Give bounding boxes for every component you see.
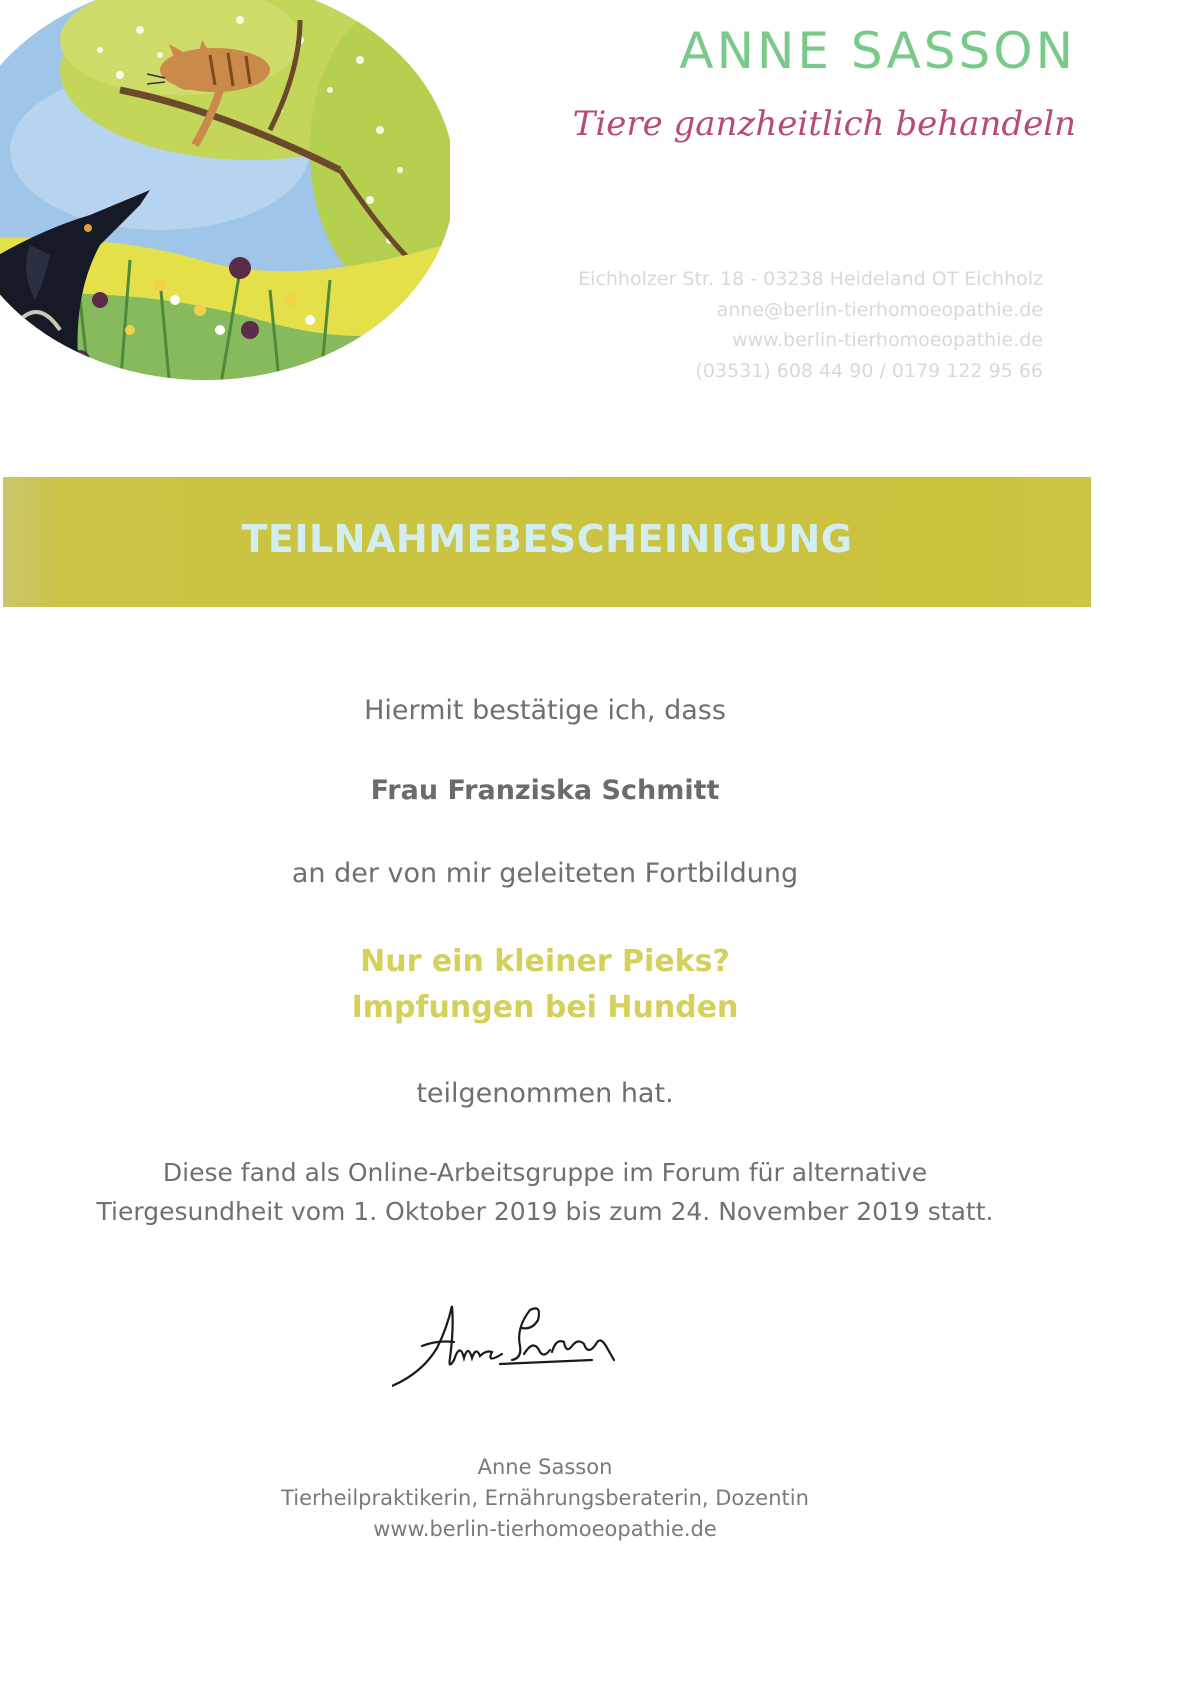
certificate-title: TEILNAHMEBESCHEINIGUNG [241, 517, 853, 561]
details-line-2: Tiergesundheit vom 1. Oktober 2019 bis zum 24. November 2019 statt. [96, 1197, 994, 1226]
contact-phone: (03531) 608 44 90 / 0179 122 95 66 [695, 359, 1043, 382]
intro-text: Hiermit bestätige ich, dass [364, 695, 726, 726]
header-illustration [0, 0, 450, 385]
course-title-line-2: Impfungen bei Hunden [351, 990, 739, 1025]
title-banner [3, 477, 1091, 607]
details-line-1: Diese fand als Online-Arbeitsgruppe im Forum für alternative [162, 1158, 928, 1187]
brand-tagline: Tiere ganzheitlich behandeln [572, 104, 1076, 144]
contact-website: www.berlin-tierhomoeopathie.de [732, 329, 1043, 351]
footer-website: www.berlin-tierhomoeopathie.de [373, 1517, 717, 1541]
participant-name: Frau Franziska Schmitt [370, 775, 720, 806]
footer-roles: Tierheilpraktikerin, Ernährungsberaterin, Dozentin [281, 1486, 809, 1510]
closing-text: teilgenommen hat. [416, 1078, 674, 1109]
contact-block [483, 264, 1043, 386]
brand-name: ANNE SASSON [679, 22, 1076, 80]
contact-email: anne@berlin-tierhomoeopathie.de [716, 298, 1043, 321]
footer-name: Anne Sasson [477, 1455, 613, 1479]
course-title-line-1: Nur ein kleiner Pieks? [360, 944, 730, 979]
handwritten-signature [392, 1298, 682, 1398]
context-text: an der von mir geleiteten Fortbildung [291, 858, 799, 889]
contact-address: Eichholzer Str. 18 - 03238 Heideland OT Eichholz [578, 268, 1043, 290]
